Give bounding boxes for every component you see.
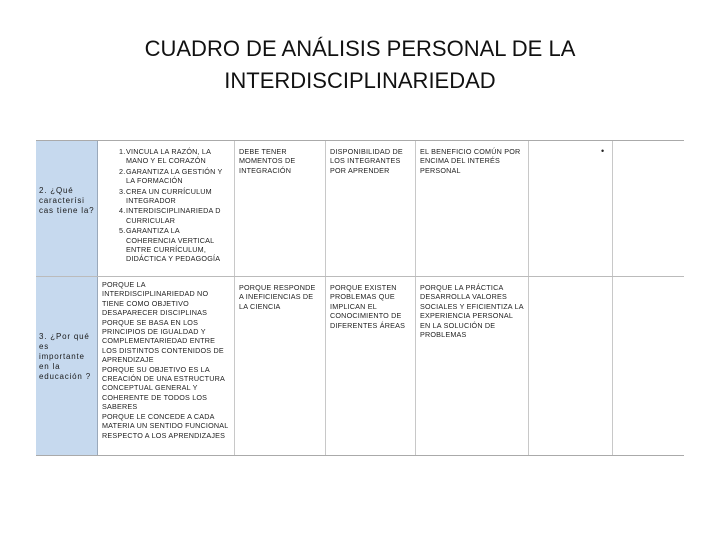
- list-item-text: GARANTIZA LA GESTIÓN Y LA FORMACIÓN: [126, 166, 223, 186]
- row-label: 3. ¿Por qué es importante en la educación ?: [39, 332, 91, 381]
- list-item: [102, 167, 231, 186]
- list-item-text: CREA UN CURRÍCULUM INTEGRADOR: [126, 186, 212, 206]
- table-cell: EL BENEFICIO COMÚN POR ENCIMA DEL INTERÉS PERSONAL: [416, 141, 529, 276]
- table-cell-empty: [613, 277, 684, 455]
- list-item-number: 4 .: [119, 206, 125, 215]
- list-item-number: 1 .: [119, 147, 125, 156]
- list-item-text: VINCULA LA RAZÓN, LA MANO Y EL CORAZÓN: [126, 147, 211, 166]
- table-row-importance: [36, 277, 684, 455]
- table-cell-empty: [529, 277, 613, 455]
- analysis-table: [36, 140, 684, 456]
- list-item: [102, 206, 231, 225]
- table-cell: PORQUE RESPONDE A INEFICIENCIAS DE LA CIENCIA: [235, 277, 326, 455]
- row-label: 2. ¿Qué caracterísi cas tiene la?: [39, 186, 95, 215]
- reason-text: PORQUE LA INTERDISCIPLINARIEDAD NO TIENE COMO OBJETIVO DESAPARECER DISCIPLINAS: [102, 280, 209, 318]
- list-item: [102, 226, 231, 264]
- list-item: [102, 147, 231, 166]
- table-row-characteristics: [36, 141, 684, 277]
- list-item-number: 2 .: [119, 167, 125, 176]
- title-line-2: INTERDISCIPLINARIEDAD: [224, 68, 496, 93]
- reason-text: PORQUE SE BASA EN LOS PRINCIPIOS DE IGUALDAD Y COMPLEMENTARIEDAD ENTRE LOS DISTINTOS CONTENIDOS DE APRENDIZAJE: [102, 317, 224, 365]
- table-cell: DEBE TENER MOMENTOS DE INTEGRACIÓN: [235, 141, 326, 276]
- reason-text: PORQUE SU OBJETIVO ES LA CREACIÓN DE UNA ESTRUCTURA CONCEPTUAL GENERAL Y COHERENTE DE TODOS LOS SABERES: [102, 364, 225, 412]
- table-cell: DISPONIBILIDAD DE LOS INTEGRANTES POR APRENDER: [326, 141, 416, 276]
- table-cell: PORQUE LA PRÁCTICA DESARROLLA VALORES SOCIALES Y EFICIENTIZA LA EXPERIENCIA PERSONAL EN LA SOLUCIÓN DE PROBLEMAS: [416, 277, 529, 455]
- slide-title: [0, 33, 720, 97]
- characteristics-list-cell: [98, 141, 235, 276]
- list-item-text: INTERDISCIPLINARIEDA D CURRICULAR: [126, 206, 221, 225]
- list-item-text: GARANTIZA LA COHERENCIA VERTICAL ENTRE CURRÍCULUM, DIDÁCTICA Y PEDAGOGÍA: [126, 226, 221, 264]
- row-label-cell: [36, 141, 98, 276]
- bullet-mark: •: [601, 146, 605, 156]
- row-label-cell: [36, 277, 98, 455]
- list-item: [102, 187, 231, 206]
- table-cell: [529, 141, 613, 276]
- reasons-cell: [98, 277, 235, 455]
- title-line-1: CUADRO DE ANÁLISIS PERSONAL DE LA: [144, 36, 576, 61]
- reason-text: PORQUE LE CONCEDE A CADA MATERIA UN SENTIDO FUNCIONAL RESPECTO A LOS APRENDIZAJES: [102, 411, 229, 440]
- list-item-number: 3 .: [119, 187, 125, 196]
- table-cell-empty: [613, 141, 684, 276]
- list-item-number: 5 .: [119, 226, 125, 235]
- table-cell: PORQUE EXISTEN PROBLEMAS QUE IMPLICAN EL CONOCIMIENTO DE DIFERENTES ÁREAS: [326, 277, 416, 455]
- characteristics-list: [102, 147, 231, 264]
